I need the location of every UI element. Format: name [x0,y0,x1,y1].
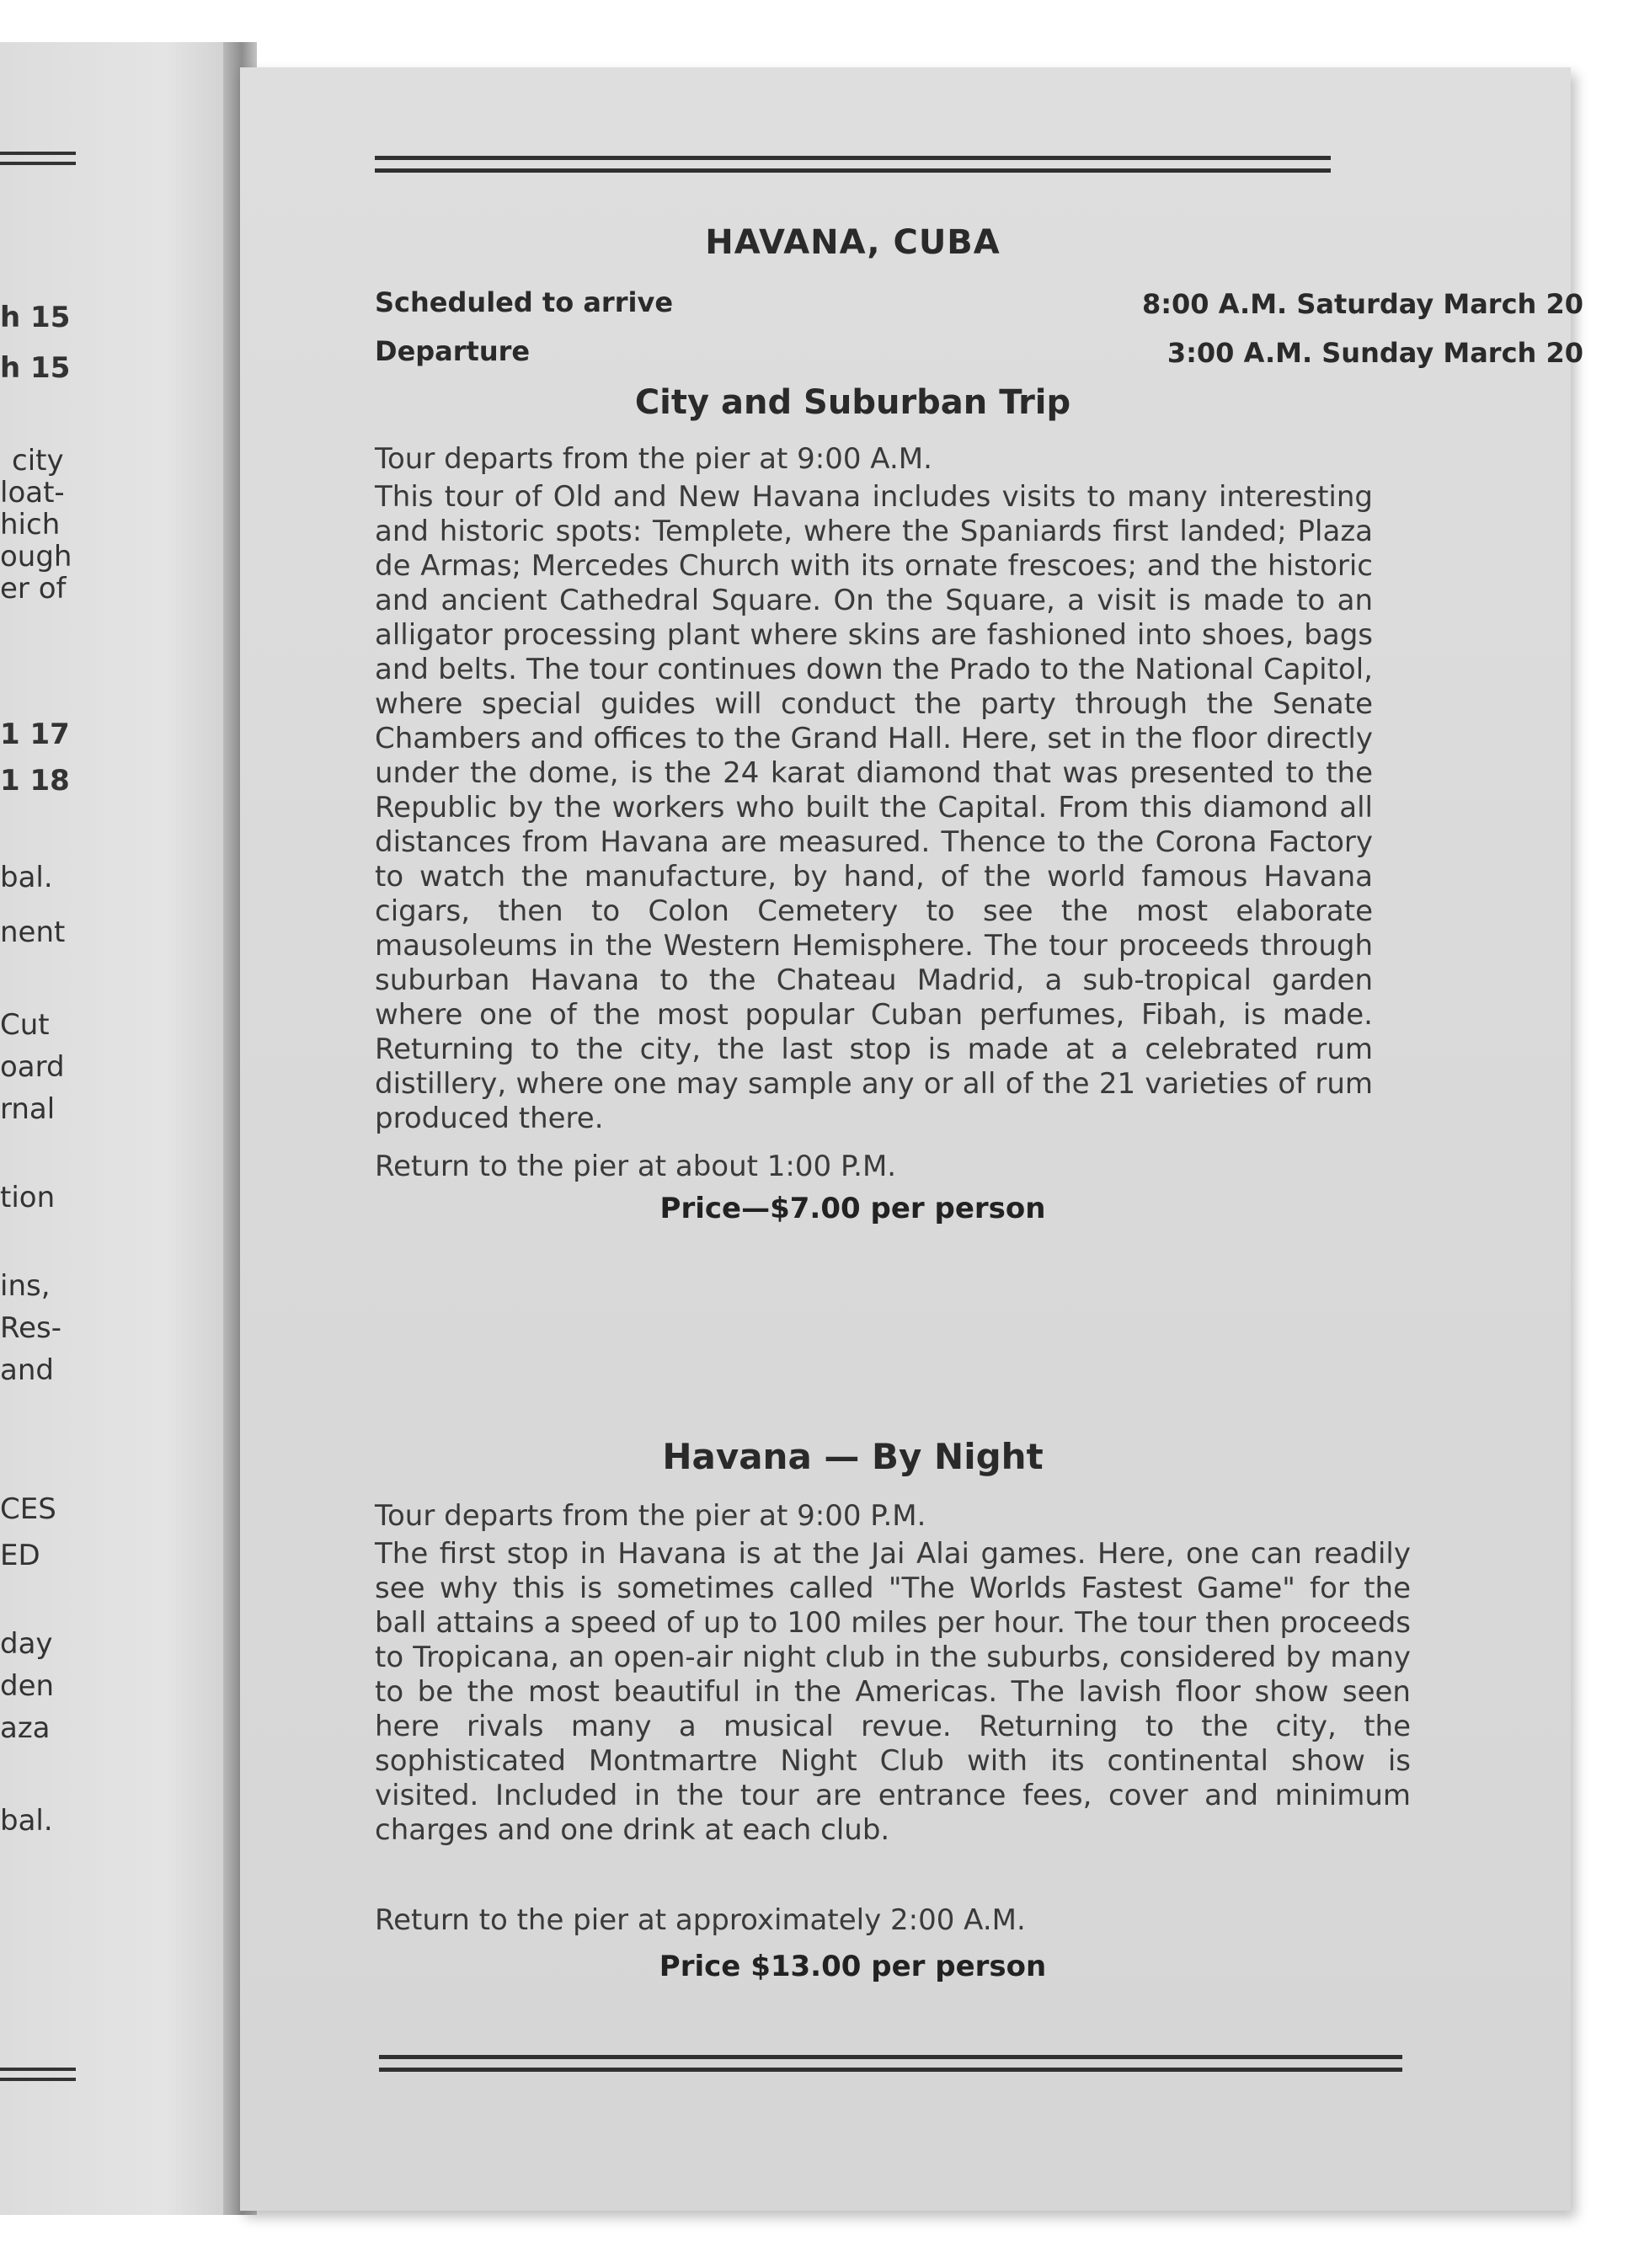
arrive-value: 8:00 A.M. Saturday March 20 [1141,288,1583,320]
left-page-fragment: h 15 [0,301,71,334]
left-page-fragment: Res- [0,1311,61,1345]
left-page-fragment: h 15 [0,351,71,385]
tour2-price: Price $13.00 per person [659,1950,1047,1983]
tour2-return: Return to the pier at approximately 2:00 A.M. [375,1903,1026,1937]
left-page-fragment: Cut [0,1008,50,1042]
tour1-title: City and Suburban Trip [634,383,1071,422]
left-page-fragment: bal. [0,1804,53,1838]
left-page-fragment: oard [0,1050,65,1084]
left-page-fragment: nent [0,915,66,949]
left-page-fragment: and [0,1353,54,1387]
tour2-description: The first stop in Havana is at the Jai Alai games. Here, one can readily see why this is sometimes called "The Worlds Fastest Game" for the ball attains a speed of up to 100 miles per hour. The tour then proceeds to Tropicana, an open-air night club in the suburbs, considered by many to be the most beautiful in the Americas. The lavish floor show seen here rivals many a musical revue. Returning to the city, the sophisticated Montmartre Night Club with its continental show is visited. Included in the tour are entrance fees, cover and minimum charges and one drink at each club. [375,1537,1411,1847]
left-page-fragment: ins, [0,1269,51,1303]
left-page-fragment: hich [0,508,61,542]
left-page-fragment: ough [0,540,72,574]
arrive-label: Scheduled to arrive [375,286,674,318]
left-page-fragment: 1 18 [0,764,70,798]
departure-value: 3:00 A.M. Sunday March 20 [1167,337,1583,369]
left-page-fragment: ED [0,1539,40,1572]
left-page-fragment: 1 17 [0,718,70,751]
tour2-departs: Tour departs from the pier at 9:00 P.M. [375,1499,926,1533]
left-page-fragment: tion [0,1181,56,1214]
left-page-fragment: er of [0,572,67,606]
tour1-price: Price—$7.00 per person [659,1192,1046,1225]
top-double-rule [375,156,1331,173]
left-page-fragment: city [12,444,64,478]
departure-label: Departure [375,335,531,367]
left-page-fragment: den [0,1669,55,1703]
left-facing-page [0,42,236,2215]
brochure-page [240,67,1583,2211]
tour1-return: Return to the pier at about 1:00 P.M. [375,1150,897,1183]
page-title: HAVANA, CUBA [705,223,1001,262]
left-page-rule-bottom [0,2068,76,2081]
left-page-fragment: day [0,1627,53,1661]
left-page-rule-top [0,152,76,165]
tour1-description: This tour of Old and New Havana includes visits to many interesting and historic spots: Templete, where the Spaniards first landed; Plaza de Armas; Mercedes Church with its ornate frescoes; and the historic and ancient Cathedral Square. On the Square, a visit is made to an alligator processing plant where skins are fashioned into shoes, bags and belts. The tour continues down the Prado to the National Capitol, where special guides will conduct the party through the Senate Chambers and offices to the Grand Hall. Here, set in the floor directly under the dome, is the 24 karat diamond that was presented to the Republic by the workers who built the Capital. From this diamond all distances from Havana are measured. Thence to the Corona Factory to watch the manufacture, by hand, of the world famous Havana cigars, then to Colon Cemetery to see the most elaborate mausoleums in the Western Hemisphere. The tour proceeds through suburban Havana to the Chateau Madrid, a sub-tropical garden where one of the most popular Cuban perfumes, Fibah, is made. Returning to the city, the last stop is made at a celebrated rum distillery, where one may sample any or all of the 21 varieties of rum produced there. [375,480,1373,1135]
left-page-fragment: bal. [0,861,53,894]
bottom-double-rule [379,2055,1402,2072]
tour1-departs: Tour departs from the pier at 9:00 A.M. [375,442,932,476]
left-page-fragment: aza [0,1711,51,1745]
tour2-title: Havana — By Night [662,1436,1044,1477]
left-page-fragment: CES [0,1492,56,1526]
left-page-fragment: loat- [0,476,65,510]
left-page-fragment: rnal [0,1092,56,1126]
